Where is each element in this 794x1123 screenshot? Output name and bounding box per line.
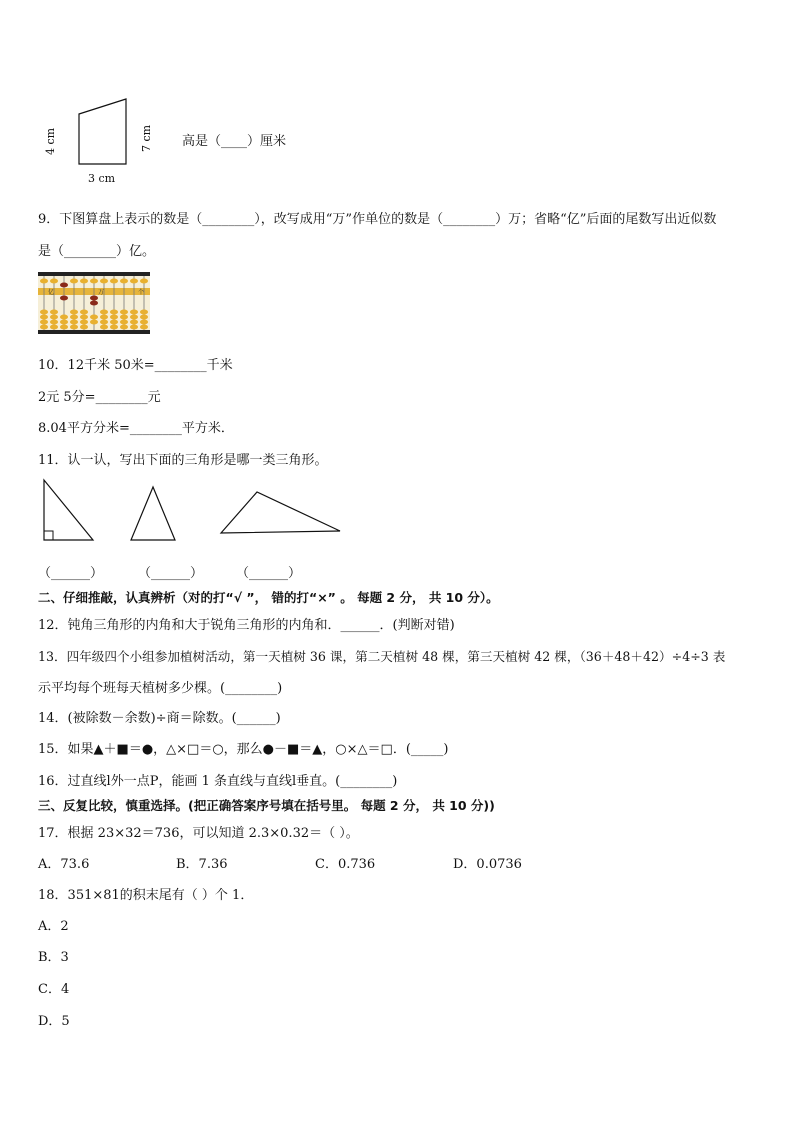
trapezoid-bottom-label: 3 cm xyxy=(88,172,116,185)
q10-line3: 8.04平方分米=________平方米． xyxy=(38,421,234,436)
trapezoid-right-label: 7 cm xyxy=(140,124,153,152)
q11-prompt: 11．认一认，写出下面的三角形是哪一类三角形。 xyxy=(38,453,328,468)
q18-option-c[interactable]: C．4 xyxy=(38,982,70,997)
q17: 17．根据 23×32＝736，可以知道 2.3×0.32＝（ ）。 xyxy=(38,826,359,841)
section2-title: 二、仔细推敲，认真辨析（对的打“√ ”， 错的打“×” 。 每题 2 分， 共 10 分）。 xyxy=(38,590,499,605)
obtuse-triangle xyxy=(221,492,340,533)
q12: 12．钝角三角形的内角和大于锐角三角形的内角和．______．(判断对错) xyxy=(38,618,455,633)
q18-option-a[interactable]: A．2 xyxy=(38,919,69,934)
q10-line1: 10．12千米 50米=________千米 xyxy=(38,358,233,373)
q10-line2: 2元 5分=________元 xyxy=(38,390,161,405)
acute-triangle xyxy=(131,487,175,540)
section3-title: 三、反复比较，慎重选择。(把正确答案序号填在括号里。 每题 2 分， 共 10 分)) xyxy=(38,798,495,813)
q15: 15．如果▲＋■＝●，△×□＝○，那么●－■＝▲，○×△＝□．(_____) xyxy=(38,742,449,757)
q11-blank-1[interactable]: （______） xyxy=(38,566,104,581)
triangles-figure xyxy=(0,470,794,550)
q11-blank-2[interactable]: （______） xyxy=(138,566,204,581)
q17-option-c[interactable]: C．0.736 xyxy=(315,857,376,872)
q9-line1: 9．下图算盘上表示的数是（________），改写成用“万”作单位的数是（________）万；省略“亿”后面的尾数写出近似数 xyxy=(38,212,717,227)
abacus-label-wan: 万 xyxy=(98,289,105,296)
trapezoid-left-label: 4 cm xyxy=(44,127,57,155)
right-angle-mark xyxy=(44,531,53,540)
q18-option-d[interactable]: D．5 xyxy=(38,1014,70,1029)
q16: 16．过直线l外一点P，能画 1 条直线与直线l垂直。(________) xyxy=(38,774,398,789)
q18-option-b[interactable]: B．3 xyxy=(38,950,69,965)
abacus-image xyxy=(38,272,150,334)
q8-answer: 高是（____）厘米 xyxy=(182,134,287,149)
q11-blank-3[interactable]: （______） xyxy=(236,566,302,581)
abacus-label-ge: 个 xyxy=(138,289,145,296)
q17-option-d[interactable]: D．0.0736 xyxy=(453,857,522,872)
q14: 14．(被除数－余数)÷商＝除数。(______) xyxy=(38,711,281,726)
q13-line2: 示平均每个班每天植树多少棵。(________) xyxy=(38,681,283,696)
q9-line2: 是（________）亿。 xyxy=(38,244,156,259)
trapezoid-figure xyxy=(0,0,794,200)
q13-line1: 13．四年级四个小组参加植树活动，第一天植树 36 课，第二天植树 48 棵，第三天植树 42 棵，（36＋48＋42）÷4÷3 表 xyxy=(38,649,726,664)
q18: 18．351×81的积末尾有（ ）个 1． xyxy=(38,888,254,903)
abacus-label-yi: 亿 xyxy=(48,289,55,296)
q17-option-b[interactable]: B．7.36 xyxy=(176,857,228,872)
q17-option-a[interactable]: A．73.6 xyxy=(38,857,90,872)
